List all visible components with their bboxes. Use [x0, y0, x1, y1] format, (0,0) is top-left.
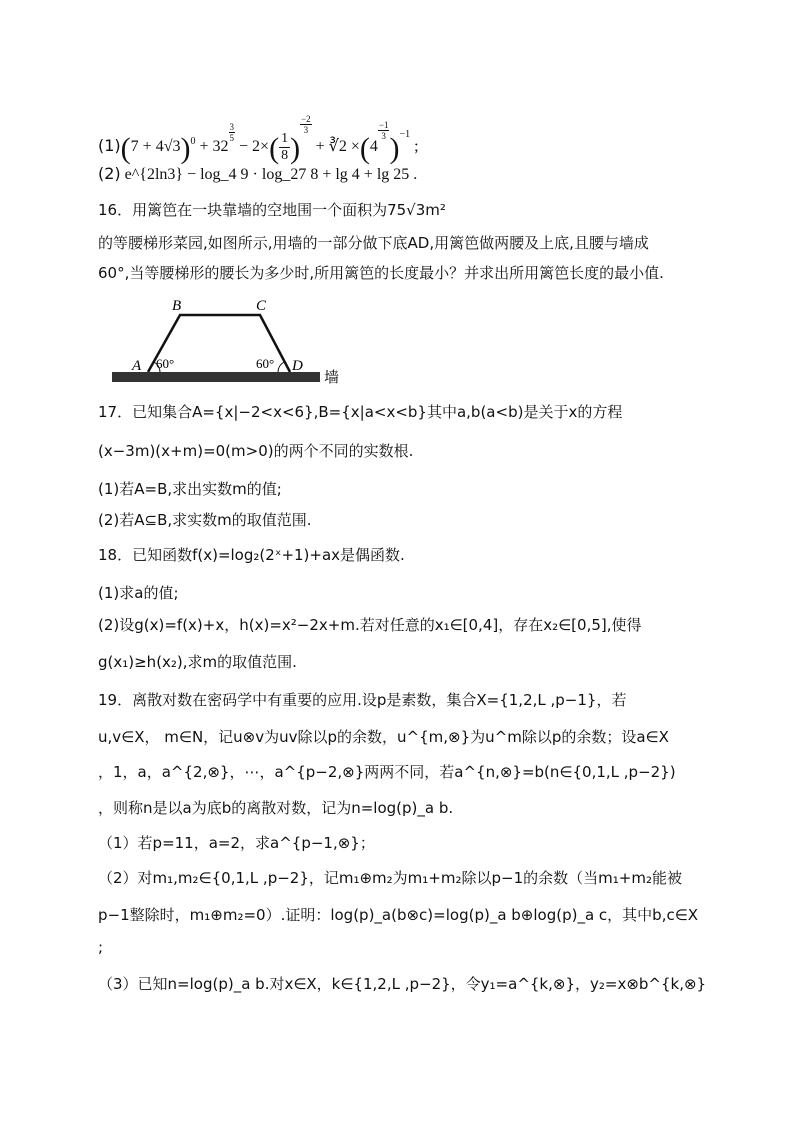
angle-right-label: 60° — [256, 356, 275, 371]
angle-arc-right — [278, 362, 284, 372]
problem19-part2c: ; — [98, 938, 104, 956]
problem18-line1: 18．已知函数f(x)=log₂(2ˣ+1)+ax是偶函数. — [98, 546, 405, 564]
label-D: D — [292, 358, 303, 374]
problem18-part2: (2)设g(x)=f(x)+x，h(x)=x²−2x+m.若对任意的x₁∈[0,4]，存在x₂∈[0,5],使得 — [98, 616, 642, 634]
problem18-part2b: g(x₁)≥h(x₂),求m的取值范围. — [98, 653, 297, 671]
label-B: B — [172, 298, 182, 314]
problem19-line2: u,v∈X， m∈N，记u⊗v为uv除以p的余数，u^{m,⊗}为u^m除以p的余数；设a∈X — [98, 728, 669, 746]
problem17-part1: (1)若A=B,求出实数m的值; — [98, 480, 282, 498]
problem19-part1: （1）若p=11，a=2，求a^{p−1,⊗}； — [98, 834, 375, 852]
problem17-line1: 17．已知集合A={x|−2<x<6},B={x|a<x<b}其中a,b(a<b)是关于x的方程 — [98, 403, 623, 421]
problem17-line2: (x−3m)(x+m)=0(m>0)的两个不同的实数根. — [98, 442, 414, 460]
problem19-part2a: （2）对m₁,m₂∈{0,1,L ,p−2}，记m₁⊕m₂为m₁+m₂除以p−1的余数（当m₁+m₂能被 — [98, 869, 682, 887]
problem19-line4: ，则称n是以a为底b的离散对数，记为n=log(p)_a b. — [98, 799, 454, 817]
problem15-part1-label: (1) — [98, 136, 121, 155]
problem16-line2: 的等腰梯形菜园,如图所示,用墙的一部分做下底AD,用篱笆做两腰及上底,且腰与墙成 — [98, 234, 649, 252]
problem15-part2-label: (2) — [98, 164, 121, 183]
problem19-line1: 19．离散对数在密码学中有重要的应用.设p是素数，集合X={1,2,L ,p−1}，若 — [98, 691, 627, 709]
angle-left-label: 60° — [156, 356, 175, 371]
problem16-line1: 16．用篱笆在一块靠墙的空地围一个面积为75√3m² — [98, 201, 446, 219]
problem15-part1-end: ; — [414, 138, 419, 155]
wall — [112, 372, 320, 382]
wall-label: 墙 — [324, 368, 340, 386]
problem15-part2 — [98, 164, 417, 185]
problem15-part1: $(1)(7 + 4√3)^0 + 32$ $\frac{3}{5}$ − 2×( $\frac{1}{8}$ ) $\frac{-2}{3}$ + ∛2 ×(4 $\frac{-1}{3}$ )$^{-1}$ ; — [98, 114, 419, 165]
problem17-part2: (2)若A⊆B,求实数m的取值范围. — [98, 511, 312, 529]
problem18-part1: (1)求a的值; — [98, 584, 179, 602]
problem15-part2-expr: e^{2ln3} − log_4 9 · log_27 8 + lg 4 + lg 25 . — [124, 166, 418, 183]
label-C: C — [256, 298, 267, 314]
problem19-part2b: p−1整除时，m₁⊕m₂=0）.证明：log(p)_a(b⊗c)=log(p)_a b⊕log(p)_a c，其中b,c∈X — [98, 906, 699, 924]
problem19-line3: ，1，a，a^{2,⊗}，⋯，a^{p−2,⊗}两两不同，若a^{n,⊗}=b(n∈{0,1,L ,p−2}) — [98, 763, 676, 781]
trapezoid-figure — [108, 294, 348, 386]
problem16-line3: 60°,当等腰梯形的腰长为多少时,所用篱笆的长度最小？并求出所用篱笆长度的最小值. — [98, 264, 664, 282]
label-A: A — [132, 358, 142, 374]
problem19-part3: （3）已知n=log(p)_a b.对x∈X，k∈{1,2,L ,p−2}，令y₁=a^{k,⊗}，y₂=x⊗b^{k,⊗} — [98, 975, 707, 993]
